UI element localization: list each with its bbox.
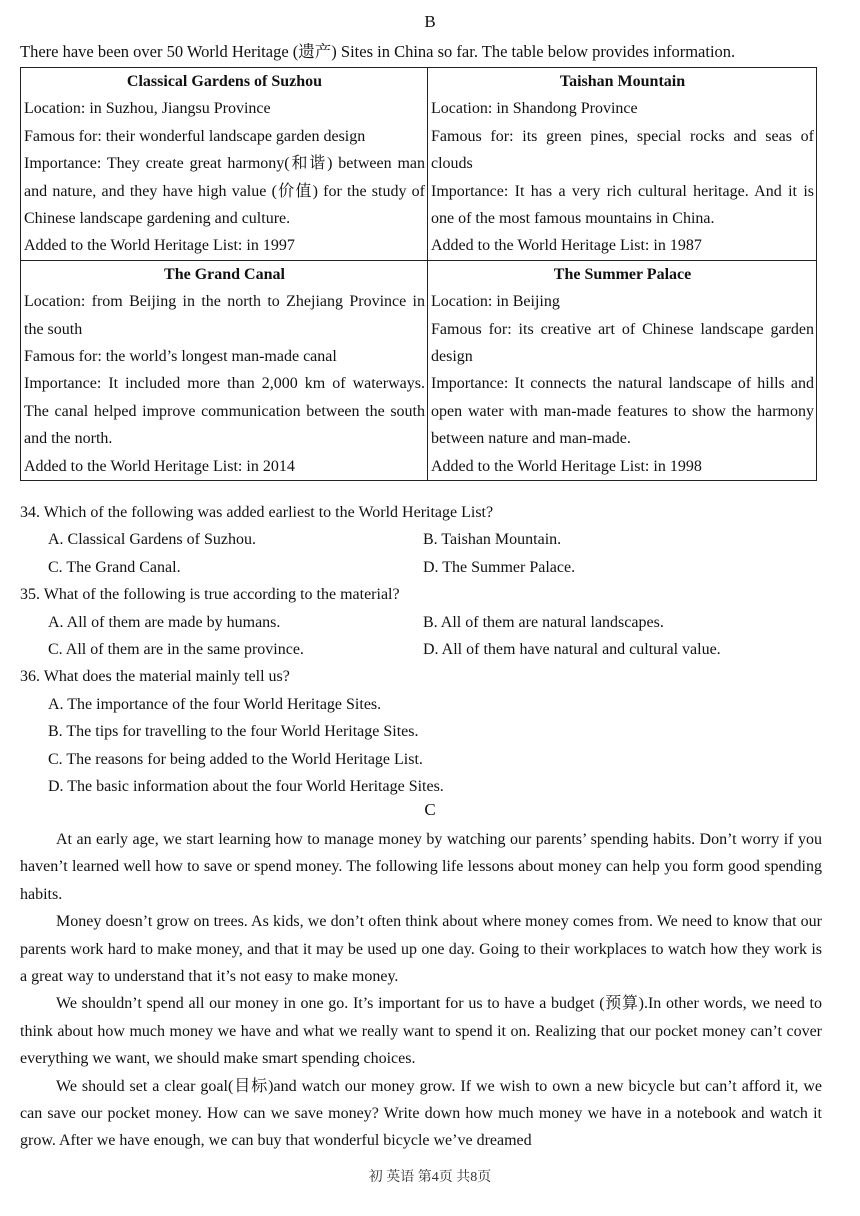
cell-famous-for: Famous for: its creative art of Chinese landscape garden design — [431, 320, 814, 366]
cell-famous-for: Famous for: the world’s longest man-made canal — [24, 348, 337, 366]
cell-importance: Importance: They create great harmony(和谐) between man and nature, and they have high value (价值) for the study of Chinese landscape gardening and culture. — [24, 155, 425, 228]
cell-famous-for: Famous for: their wonderful landscape garden design — [24, 127, 366, 145]
option-36-b: B. The tips for travelling to the four World Heritage Sites. — [48, 723, 419, 741]
passage-paragraph: We shouldn’t spend all our money in one go. It’s important for us to have a budget (预算).In other words, we need to think about how much money we have and what we really want to spend it on. Realizing that our pocket money can’t cover everything we want, we should make smart spending choices. — [20, 995, 822, 1068]
cell-famous-for: Famous for: its green pines, special rocks and seas of clouds — [431, 127, 814, 173]
section-c-heading: C — [424, 800, 436, 819]
table-cell-suzhou — [21, 68, 428, 261]
cell-importance: Importance: It included more than 2,000 km of waterways. The canal helped improve communication between the south and the north. — [24, 375, 425, 448]
question-36-stem: 36. What does the material mainly tell us? — [20, 668, 290, 686]
cell-title: The Summer Palace — [553, 265, 692, 283]
cell-added: Added to the World Heritage List: in 1998 — [431, 457, 702, 475]
passage-paragraph: At an early age, we start learning how to manage money by watching our parents’ spending habits. Don’t worry if you haven’t learned well how to save or spend money. The following life lessons about money can help you form good spending habits. — [20, 831, 822, 903]
cell-location: Location: in Beijing — [431, 293, 560, 311]
option-35-d: D. All of them have natural and cultural value. — [423, 641, 721, 659]
option-36-c: C. The reasons for being added to the World Heritage List. — [48, 750, 423, 768]
table-cell-taishan — [428, 68, 817, 261]
cell-title: Taishan Mountain — [559, 73, 686, 90]
section-b-heading: B — [424, 12, 436, 31]
cell-location: Location: in Shandong Province — [431, 100, 638, 118]
option-35-c: C. All of them are in the same province. — [48, 641, 304, 659]
option-36-d: D. The basic information about the four World Heritage Sites. — [48, 778, 444, 796]
option-35-b: B. All of them are natural landscapes. — [423, 613, 664, 631]
option-36-a: A. The importance of the four World Heritage Sites. — [48, 695, 382, 713]
option-34-c: C. The Grand Canal. — [48, 558, 181, 576]
cell-importance: Importance: It has a very rich cultural heritage. And it is one of the most famous mountains in China. — [431, 182, 814, 228]
section-c-passage — [20, 826, 822, 1155]
question-34-stem: 34. Which of the following was added earliest to the World Heritage List? — [20, 504, 494, 521]
passage-paragraph: We should set a clear goal(目标)and watch our money grow. If we wish to own a new bicycle but can’t afford it, we can save our pocket money. How can we save money? Write down how much money we have in a notebook and watch it grow. After we have enough, we can buy that wonderful bicycle we’ve dreamed — [20, 1077, 822, 1150]
cell-location: Location: from Beijing in the north to Zhejiang Province in the south — [24, 293, 425, 338]
heritage-table — [20, 67, 817, 481]
passage-paragraph: Money doesn’t grow on trees. As kids, we don’t often think about where money comes from. We need to know that our parents work hard to make money, and that it may be used up one day. Going to their workplaces to watch how they work is a great way to understand that it’s not easy to make money. — [20, 913, 822, 986]
cell-title: Classical Gardens of Suzhou — [126, 73, 323, 90]
cell-title: The Grand Canal — [164, 265, 285, 283]
table-cell-grand-canal — [21, 260, 428, 480]
cell-added: Added to the World Heritage List: in 2014 — [24, 457, 295, 475]
cell-added: Added to the World Heritage List: in 1987 — [431, 237, 702, 255]
table-row — [21, 260, 817, 480]
questions-block — [20, 499, 840, 800]
option-34-b: B. Taishan Mountain. — [423, 531, 562, 549]
table-cell-summer-palace — [428, 260, 817, 480]
table-row — [21, 68, 817, 261]
question-34-options-row-2 — [20, 554, 840, 581]
question-34-options-row-1 — [20, 526, 840, 553]
page-footer: 初 英语 第4页 共8页 — [368, 1170, 492, 1185]
cell-added: Added to the World Heritage List: in 1997 — [24, 237, 295, 255]
cell-location: Location: in Suzhou, Jiangsu Province — [24, 100, 271, 118]
option-35-a: A. All of them are made by humans. — [48, 613, 281, 631]
option-34-d: D. The Summer Palace. — [423, 558, 576, 576]
section-b-intro: There have been over 50 World Heritage (遗产) Sites in China so far. The table below provides information. — [20, 42, 736, 61]
cell-importance: Importance: It connects the natural landscape of hills and open water with man-made features to show the harmony between nature and man-made. — [431, 375, 814, 448]
question-35-options-row-2 — [20, 636, 840, 663]
option-34-a: A. Classical Gardens of Suzhou. — [48, 531, 256, 549]
question-35-stem: 35. What of the following is true according to the material? — [20, 586, 400, 604]
question-35-options-row-1 — [20, 609, 840, 636]
